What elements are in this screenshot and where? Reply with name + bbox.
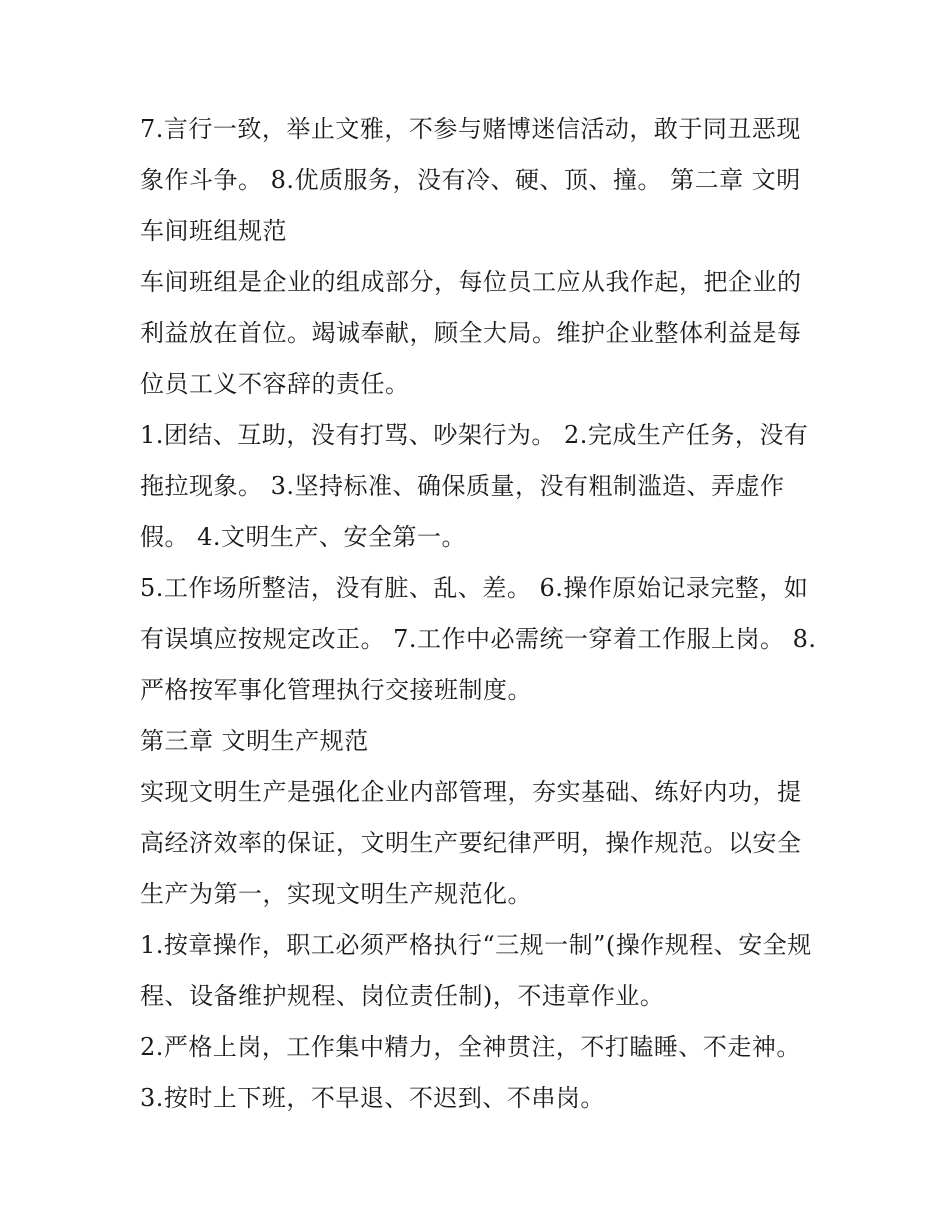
paragraph-production-rule-3: 3.按时上下班，不早退、不迟到、不串岗。 xyxy=(140,1084,605,1112)
document-body xyxy=(140,104,820,1124)
paragraph-production-rule-1: 1.按章操作，职工必须严格执行“三规一制”(操作规程、安全规程、设备维护规程、岗位责任制)，不违章作业。 xyxy=(140,931,812,1010)
paragraph-conduct-service: 7.言行一致，举止文雅，不参与赌博迷信活动，敢于同丑恶现象作斗争。 8.优质服务，没有冷、硬、顶、撞。 第二章 文明车间班组规范 xyxy=(140,115,801,245)
paragraph-production-intro: 实现文明生产是强化企业内部管理，夯实基础、练好内功，提高经济效率的保证，文明生产要纪律严明，操作规范。以安全生产为第一，实现文明生产规范化。 xyxy=(140,778,802,908)
paragraph-workshop-rules-5-8: 5.工作场所整洁，没有脏、乱、差。 6.操作原始记录完整，如有误填应按规定改正。 7.工作中必需统一穿着工作服上岗。 8.严格按军事化管理执行交接班制度。 xyxy=(140,574,817,704)
paragraph-workshop-rules-1-4: 1.团结、互助，没有打骂、吵架行为。 2.完成生产任务，没有拖拉现象。 3.坚持标准、确保质量，没有粗制滥造、弄虚作假。 4.文明生产、安全第一。 xyxy=(140,421,809,551)
chapter-heading-3: 第三章 文明生产规范 xyxy=(140,727,369,755)
paragraph-workshop-intro: 车间班组是企业的组成部分，每位员工应从我作起，把企业的利益放在首位。竭诚奉献，顾全大局。维护企业整体利益是每位员工义不容辞的责任。 xyxy=(140,268,802,398)
paragraph-production-rule-2: 2.严格上岗，工作集中精力，全神贯注，不打瞌睡、不走神。 xyxy=(140,1033,801,1061)
